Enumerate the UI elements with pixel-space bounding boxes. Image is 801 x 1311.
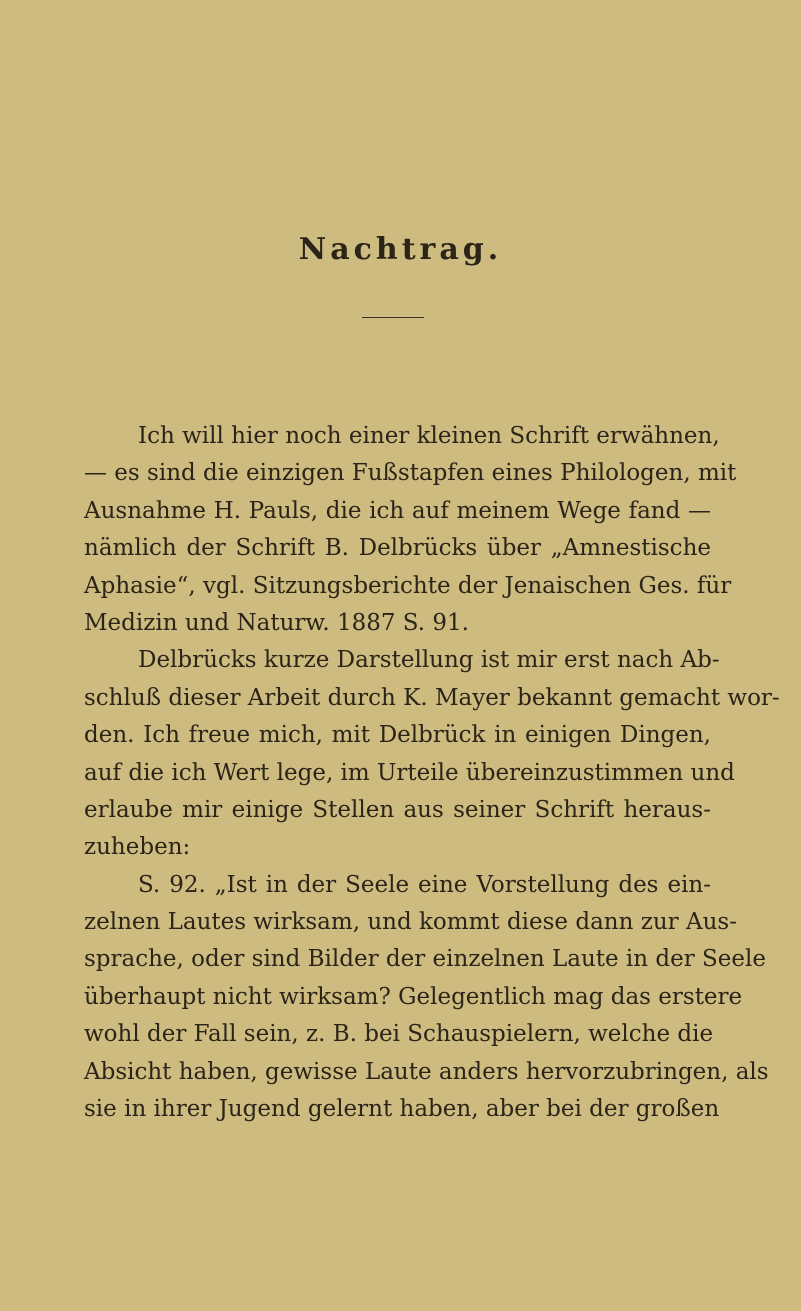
- body-text: [84, 418, 780, 1128]
- title-divider: [362, 317, 424, 318]
- text-line: erlaube mir einige Stellen aus seiner Schrift heraus-: [84, 796, 711, 823]
- text-line: Ich will hier noch einer kleinen Schrift erwähnen,: [138, 423, 720, 449]
- text-line: Ausnahme H. Pauls, die ich auf meinem Wege fand —: [84, 497, 711, 524]
- text-line: den. Ich freue mich, mit Delbrück in einigen Dingen,: [84, 722, 711, 749]
- text-line: — es sind die einzigen Fußstapfen eines Philologen, mit: [84, 460, 737, 487]
- text-line: sie in ihrer Jugend gelernt haben, aber bei der großen: [84, 1096, 720, 1123]
- text-line: Medizin und Naturw. 1887 S. 91.: [84, 609, 469, 636]
- text-line: Absicht haben, gewisse Laute anders hervorzubringen, als: [84, 1058, 769, 1085]
- text-line: zuheben:: [84, 834, 191, 861]
- text-line: auf die ich Wert lege, im Urteile übereinzustimmen und: [84, 759, 735, 786]
- text-line: überhaupt nicht wirksam? Gelegentlich mag das erstere: [84, 983, 743, 1010]
- text-line: wohl der Fall sein, z. B. bei Schauspielern, welche die: [84, 1021, 714, 1048]
- text-line: Aphasie“, vgl. Sitzungsberichte der Jenaischen Ges. für: [84, 572, 732, 599]
- text-line: nämlich der Schrift B. Delbrücks über „Amnestische: [84, 535, 711, 562]
- text-line: S. 92. „Ist in der Seele eine Vorstellung des ein-: [138, 871, 711, 898]
- text-line: sprache, oder sind Bilder der einzelnen Laute in der Seele: [84, 946, 766, 973]
- text-line: schluß dieser Arbeit durch K. Mayer bekannt gemacht wor-: [84, 684, 780, 711]
- text-line: Delbrücks kurze Darstellung ist mir erst nach Ab-: [138, 647, 720, 674]
- page-title: Nachtrag.: [298, 232, 503, 267]
- text-line: zelnen Lautes wirksam, und kommt diese dann zur Aus-: [84, 909, 737, 936]
